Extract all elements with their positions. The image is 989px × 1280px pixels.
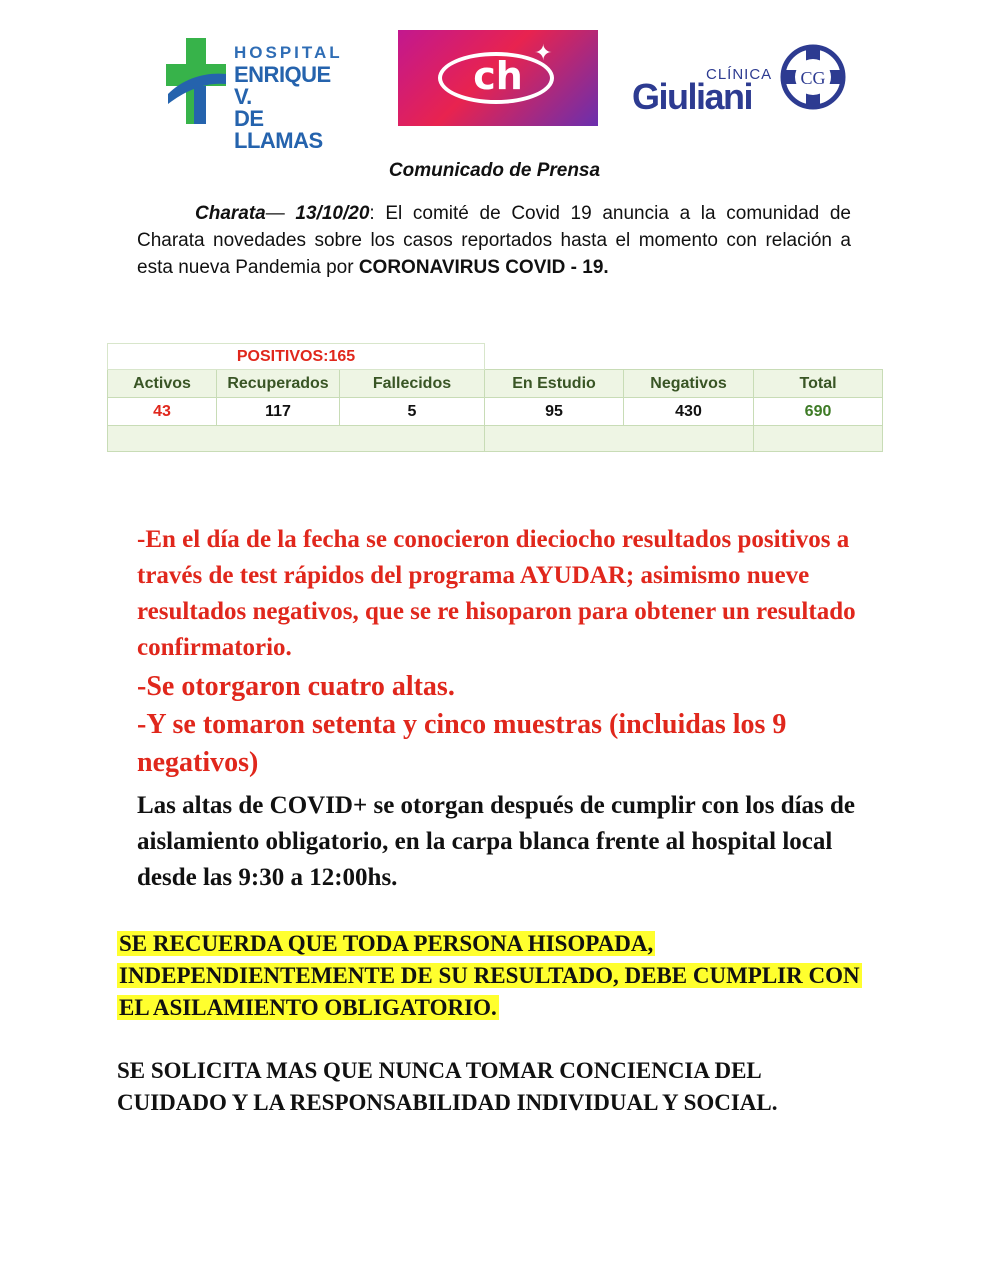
ch-logo-text: ch	[473, 54, 523, 98]
blank-cell	[108, 426, 485, 452]
value-negativos: 430	[624, 398, 754, 426]
hospital-logo	[160, 38, 350, 153]
blank-cell	[754, 426, 883, 452]
svg-text:CG: CG	[800, 68, 826, 88]
hospital-line-3: DE LLAMAS	[234, 106, 323, 153]
sparkle-icon: ✦	[534, 40, 553, 65]
table-values-row	[108, 398, 883, 426]
update-block	[137, 668, 857, 782]
intro-place: Charata	[195, 203, 266, 224]
header-en-estudio: En Estudio	[485, 370, 624, 398]
positivos-cell: POSITIVOS:165	[108, 344, 485, 370]
empty-cell	[485, 344, 883, 370]
value-total: 690	[754, 398, 883, 426]
header-activos: Activos	[108, 370, 217, 398]
intro-emphasis: CORONAVIRUS COVID - 19.	[358, 257, 609, 278]
table-row	[108, 344, 883, 370]
cg-seal-icon	[780, 44, 846, 110]
value-activos: 43	[108, 398, 217, 426]
intro-body: : El comité de Covid 19 anuncia a la comunidad de Charata novedades sobre los casos reportados hasta el momento con relación a esta nueva Pandemia por	[137, 203, 851, 278]
blank-cell	[485, 426, 754, 452]
value-en-estudio: 95	[485, 398, 624, 426]
press-release-title: Comunicado de Prensa	[388, 160, 601, 181]
header-negativos: Negativos	[624, 370, 754, 398]
covid-stats-table	[107, 343, 883, 452]
altas-info-paragraph: Las altas de COVID+ se otorgan después de cumplir con los días de aislamiento obligatorio, en la carpa blanca frente al hospital local desde las 9:30 a 12:00hs.	[137, 792, 856, 891]
hospital-name	[234, 42, 350, 152]
clinica-giuliani-logo	[630, 44, 860, 124]
intro-dash: —	[265, 203, 296, 224]
value-fallecidos: 5	[340, 398, 485, 426]
header-fallecidos: Fallecidos	[340, 370, 485, 398]
intro-paragraph	[137, 200, 851, 281]
table-blank-row	[108, 426, 883, 452]
update-paragraph-3: -Y se tomaron setenta y cinco muestras (incluidas los 9 negativos)	[137, 709, 787, 778]
hospital-line-2: ENRIQUE V.	[234, 62, 331, 109]
highlighted-notice-text: SE RECUERDA QUE TODA PERSONA HISOPADA, INDEPENDIENTEMENTE DE SU RESULTADO, DEBE CUMPLIR CON EL ASILAMIENTO OBLIGATORIO.	[119, 931, 860, 1020]
closing-paragraph: SE SOLICITA MAS QUE NUNCA TOMAR CONCIENCIA DEL CUIDADO Y LA RESPONSABILIDAD INDIVIDUAL Y SOCIAL.	[117, 1058, 778, 1115]
giuliani-name: Giuliani	[632, 76, 753, 117]
value-recuperados: 117	[217, 398, 340, 426]
medical-cross-icon	[166, 38, 226, 124]
ch-logo	[398, 30, 598, 126]
table-header-row	[108, 370, 883, 398]
update-paragraph-2: -Se otorgaron cuatro altas.	[137, 671, 455, 702]
intro-date: 13/10/20	[295, 203, 370, 224]
header-recuperados: Recuperados	[217, 370, 340, 398]
clinica-label: CLÍNICA	[706, 66, 773, 83]
hospital-line-1: HOSPITAL	[234, 43, 343, 62]
isolation-notice	[117, 928, 877, 1024]
update-paragraph-1: -En el día de la fecha se conocieron dieciocho resultados positivos a través de test rápidos del programa AYUDAR; asimismo nueve resultados negativos, que se re hisoparon para obtener un resultado confirmatorio.	[137, 526, 856, 661]
header-total: Total	[754, 370, 883, 398]
